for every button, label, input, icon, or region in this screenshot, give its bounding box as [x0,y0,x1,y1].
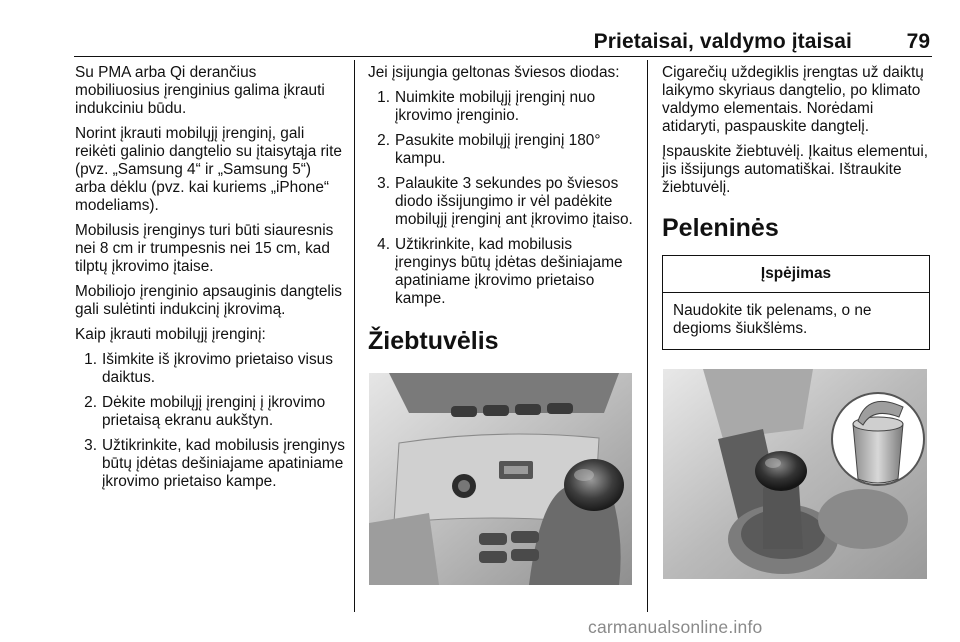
step-number: 1. [377,89,390,106]
step-text: Pasukite mobilųjį įrenginį 180° kampu. [395,132,601,167]
list-item [368,89,636,125]
paragraph: Kaip įkrauti mobilųjį įrenginį: [75,326,266,343]
paragraph: Su PMA arba Qi derančius mobiliuosius įrenginius galima įkrauti indukciniu būdu. [75,64,325,117]
header-title: Prietaisai, valdymo įtaisai [593,30,852,53]
step-text: Išimkite iš įkrovimo prietaiso visus daiktus. [102,351,333,386]
paragraph: Įspauskite žiebtuvėlį. Įkaitus elementui, jis išsijungs automatiškai. Ištraukite žiebtuvėlį. [662,143,929,196]
lighter-photo [369,373,632,585]
paragraph: Cigarečių uždegiklis įrengtas už daiktų laikymo skyriaus dangtelio, po klimato valdymo elementais. Norėdami atidaryti, paspauskite dangtelį. [662,64,924,135]
column-divider-1 [354,60,355,612]
step-number: 1. [84,351,97,368]
column-1 [75,64,345,499]
step-number: 3. [84,437,97,454]
column-3 [662,64,930,350]
step-number: 2. [84,394,97,411]
watermark: carmanualsonline.info [588,617,763,637]
step-text: Užtikrinkite, kad mobilusis įrenginys būtų įdėtas dešiniajame apatiniame įkrovimo prietaiso kampe. [102,437,345,490]
step-text: Palaukite 3 sekundes po šviesos diodo išsijungimo ir vėl padėkite mobilųjį įrenginį ant įkrovimo įtaiso. [395,175,633,228]
led-steps-list [368,89,636,308]
warning-box [662,255,930,350]
section-heading-lighter: Žiebtuvėlis [368,327,499,355]
paragraph: Mobilusis įrenginys turi būti siauresnis nei 8 cm ir trumpesnis nei 15 cm, kad tilptų įkrovimo įtaise. [75,222,334,275]
charging-steps-list [75,351,345,491]
step-text: Dėkite mobilųjį įrenginį į įkrovimo prietaisą ekranu aukštyn. [102,394,326,429]
page-number: 79 [906,30,930,53]
list-item [75,437,345,491]
lighter-illustration [369,373,632,585]
paragraph: Jei įsijungia geltonas šviesos diodas: [368,64,620,81]
column-2 [368,64,636,370]
step-number: 3. [377,175,390,192]
step-text: Užtikrinkite, kad mobilusis įrenginys būtų įdėtas dešiniajame apatiniame įkrovimo prietaiso kampe. [395,236,623,307]
section-heading-ashtrays: Peleninės [662,214,779,242]
list-item [75,351,345,387]
list-item [75,394,345,430]
step-number: 2. [377,132,390,149]
step-number: 4. [377,236,390,253]
paragraph: Norint įkrauti mobilųjį įrenginį, gali reikėti galinio dangtelio su įtaisytąja rite (pvz. „Samsung 4“ ir „Samsung 5“) arba dėklu (pvz. kai kuriems „iPhone“ modeliams). [75,125,342,214]
step-text: Nuimkite mobilųjį įrenginį nuo įkrovimo įrenginio. [395,89,596,124]
paragraph: Mobiliojo įrenginio apsauginis dangtelis gali sulėtinti indukcinį įkrovimą. [75,283,342,318]
header-rule [74,56,932,57]
warning-text: Naudokite tik pelenams, o ne degioms šiukšlėms. [673,302,872,337]
warning-title: Įspėjimas [663,256,929,293]
column-divider-2 [647,60,648,612]
ashtray-illustration [663,369,927,579]
list-item [368,175,636,229]
list-item [368,132,636,168]
ashtray-photo [663,369,927,579]
list-item [368,236,636,308]
